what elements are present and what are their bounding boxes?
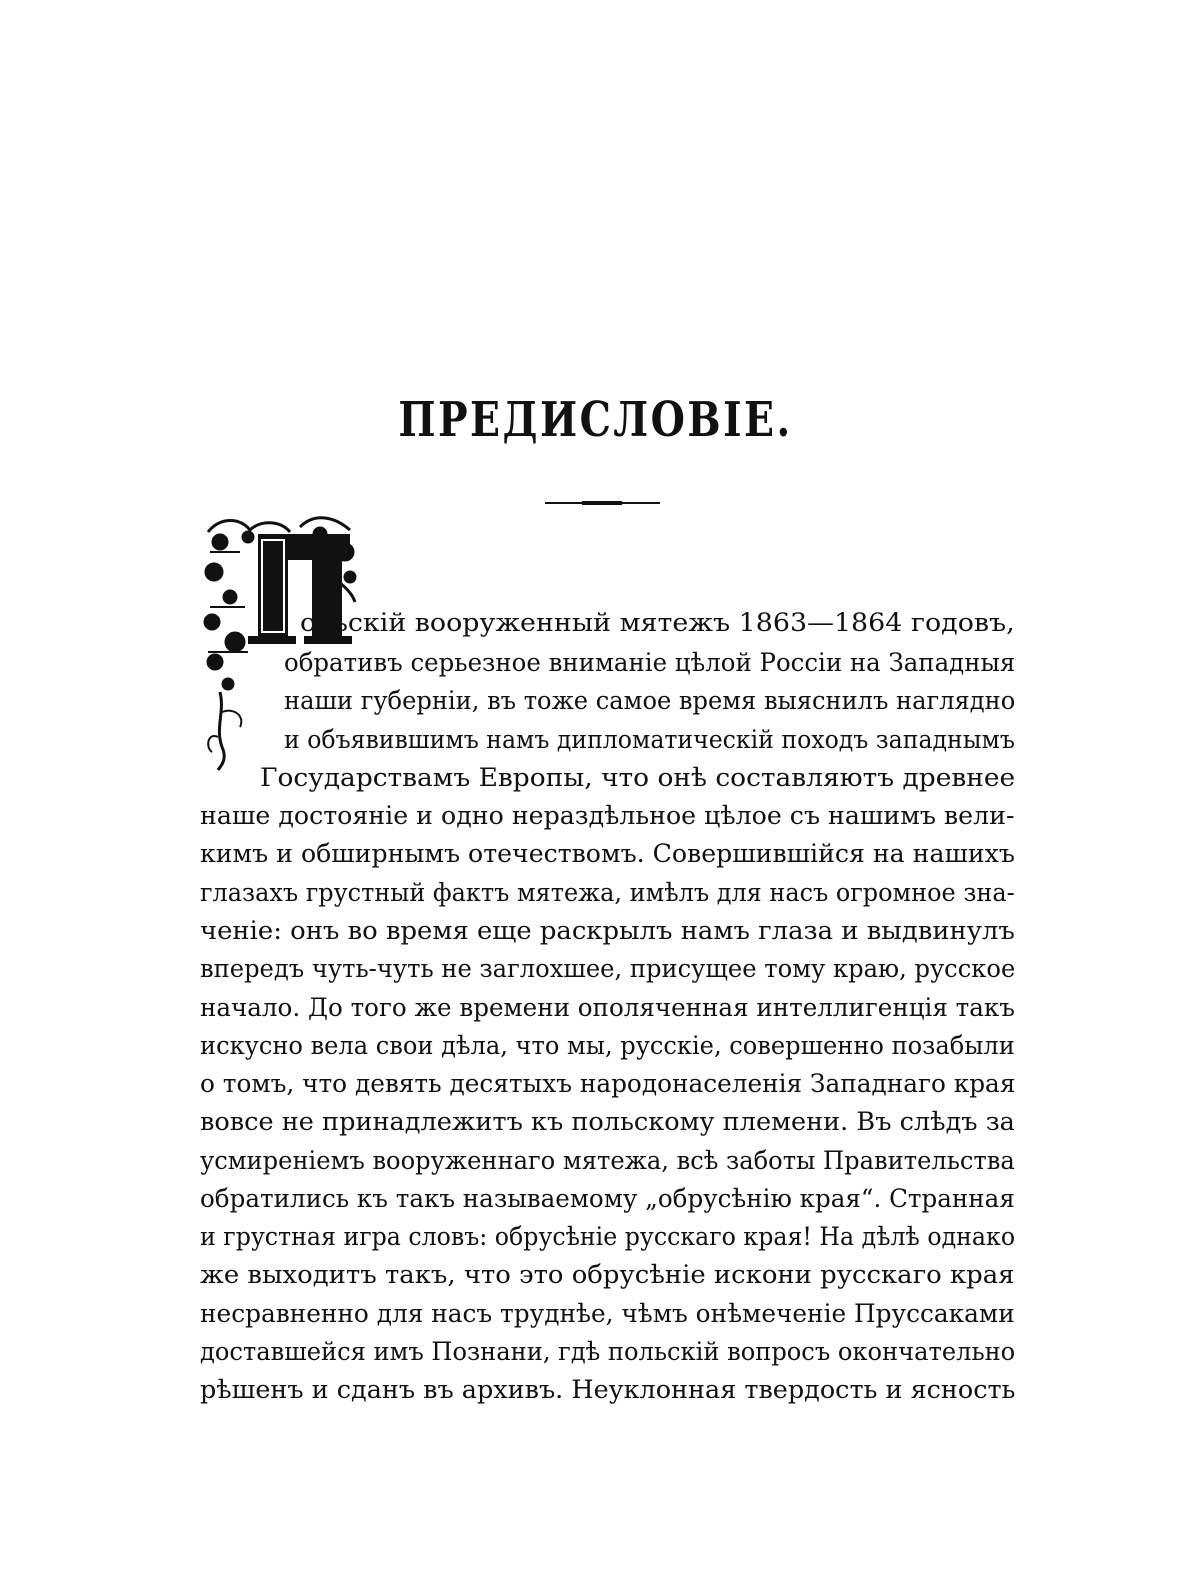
text-line: кимъ и обширнымъ отечествомъ. Совершившійся на нашихъ (200, 839, 1015, 868)
text-line: и объявившимъ намъ дипломатическій походъ западнымъ (284, 725, 1015, 754)
text-line: искусно вела свои дѣла, что мы, русскіе, совершенно позабыли (200, 1031, 1015, 1060)
text-line: же выходитъ такъ, что это обрусѣніе искони русскаго края (200, 1260, 1015, 1289)
text-line: Государствамъ Европы, что онѣ составляютъ древнее (260, 763, 1016, 792)
text-line: глазахъ грустный фактъ мятежа, имѣлъ для насъ огромное зна- (200, 878, 1015, 907)
text-line: усмиреніемъ вооруженнаго мятежа, всѣ заботы Правительства (200, 1146, 1015, 1175)
text-line: начало. До того же времени ополяченная интеллигенція такъ (200, 993, 1015, 1022)
title-divider-center (582, 501, 622, 505)
text-line: и грустная игра словъ: обрусѣніе русскаго края! На дѣлѣ однако (200, 1222, 1016, 1251)
text-line: наше достояніе и одно нераздѣльное цѣлое съ нашимъ вели- (200, 801, 1015, 830)
text-line: вовсе не принадлежитъ къ польскому племени. Въ слѣдъ за (200, 1107, 1015, 1136)
text-line: впередъ чуть-чуть не заглохшее, присущее тому краю, русское (200, 954, 1016, 983)
text-line: ольскій вооруженный мятежъ 1863—1864 годовъ, (300, 608, 1015, 637)
text-line: несравненно для насъ труднѣе, чѣмъ онѣмеченіе Пруссаками (200, 1299, 1015, 1328)
text-line: доставшейся имъ Познани, гдѣ польскій вопросъ окончательно (200, 1337, 1016, 1366)
text-line: наши губерніи, въ тоже самое время выяснилъ наглядно (284, 686, 1016, 715)
text-line: рѣшенъ и сданъ въ архивъ. Неуклонная твердость и ясность (200, 1375, 1016, 1404)
page-title: ПРЕДИСЛОВІЕ. (398, 392, 793, 448)
text-line: обративъ серьезное вниманіе цѣлой Россіи на Западныя (284, 648, 1016, 677)
text-line: о томъ, что девять десятыхъ народонаселенія Западнаго края (200, 1069, 1016, 1098)
text-line: обратились къ такъ называемому „обрусѣнію края“. Странная (200, 1184, 1015, 1213)
text-line: ченіе: онъ во время еще раскрылъ намъ глаза и выдвинулъ (200, 916, 1015, 945)
